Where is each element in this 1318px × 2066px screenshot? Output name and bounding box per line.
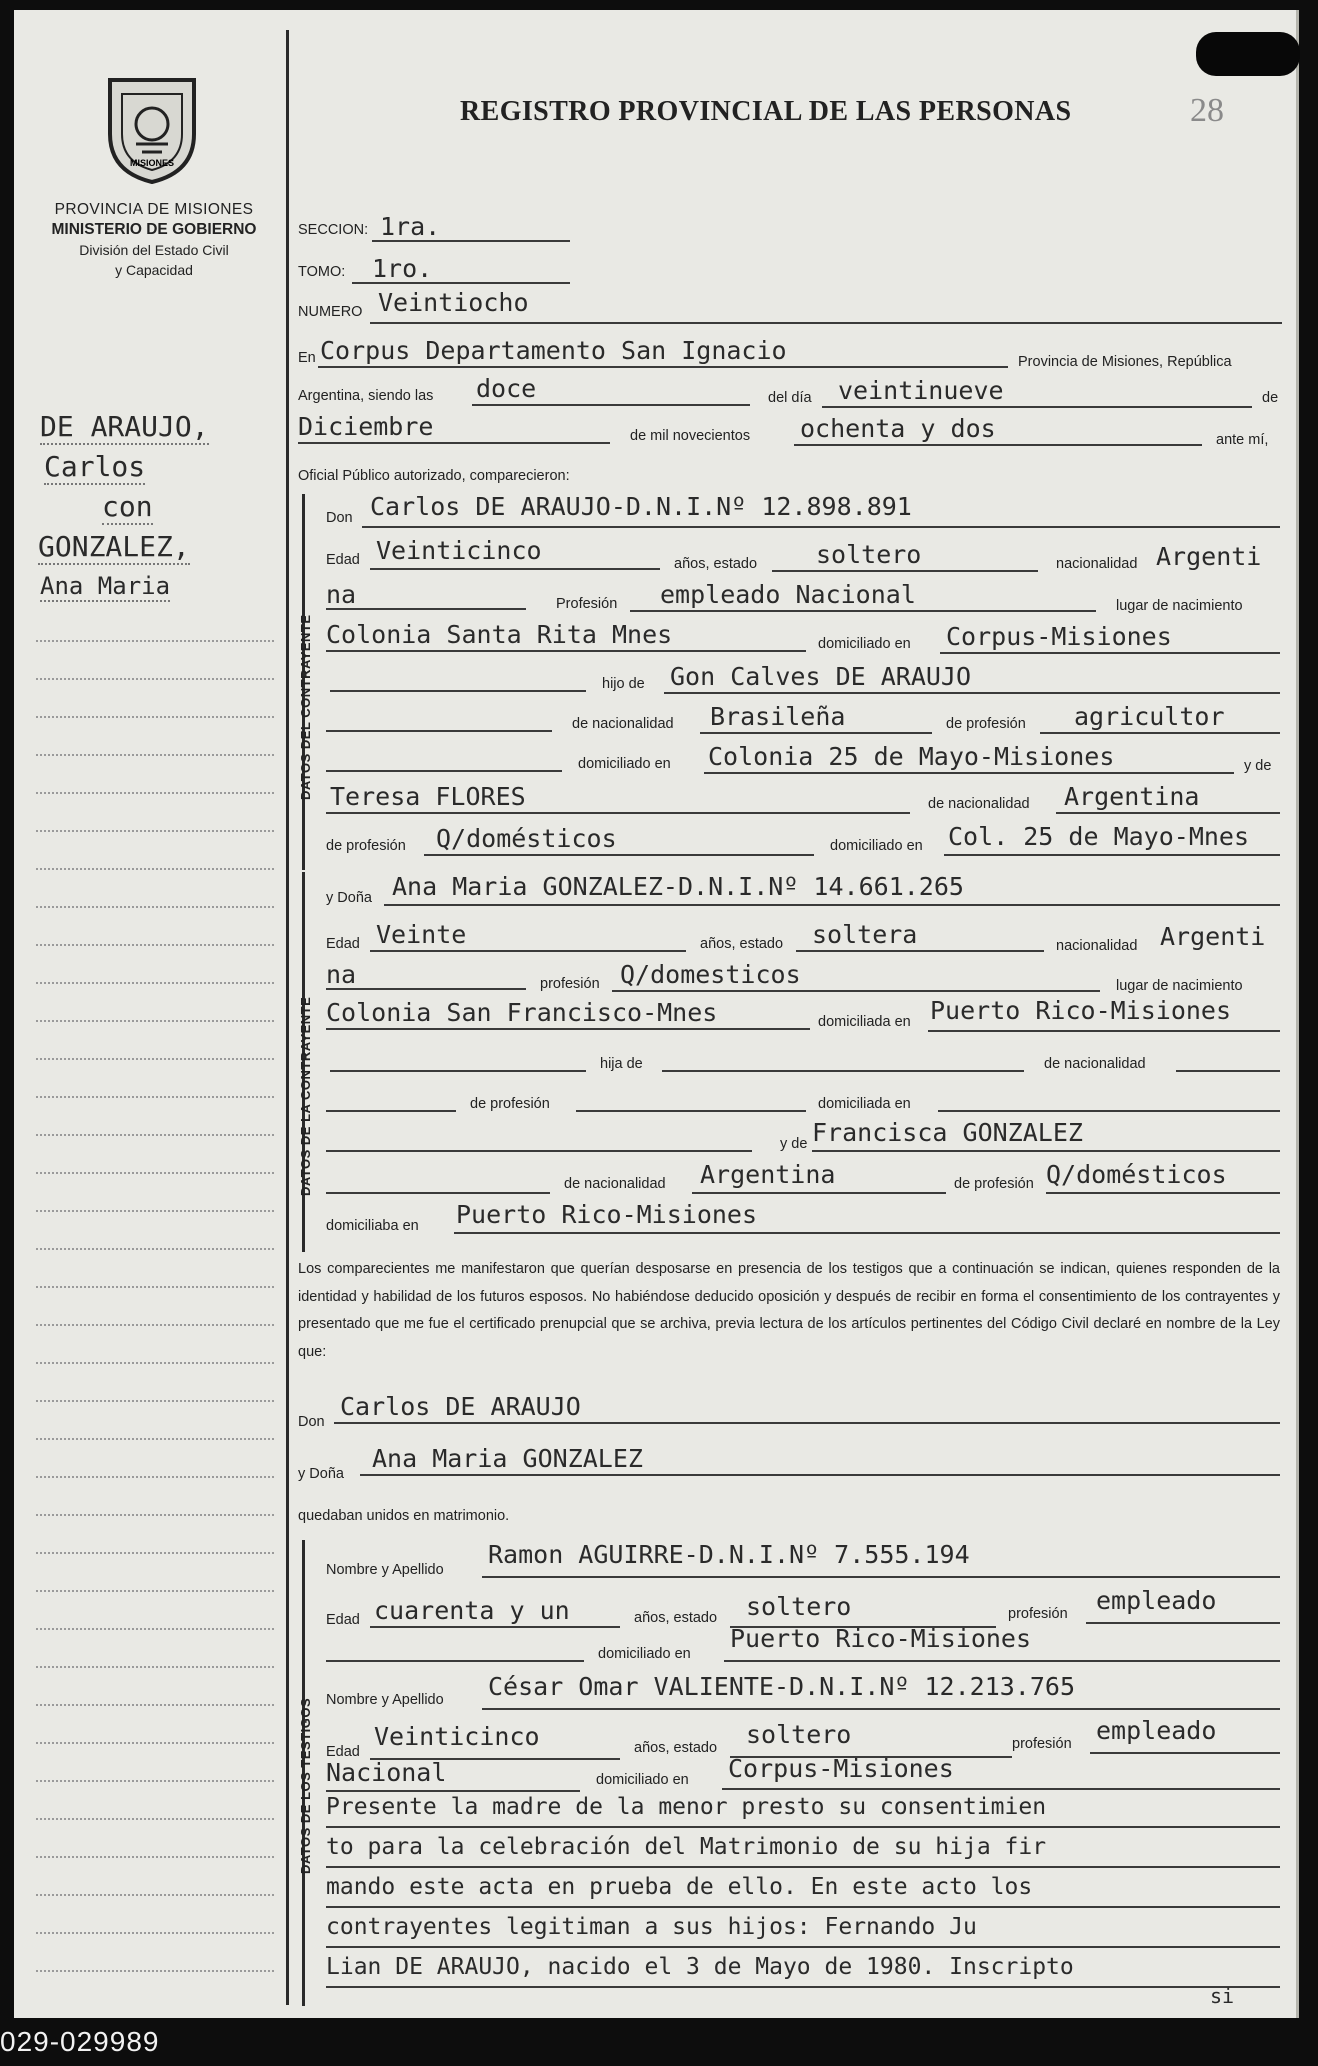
- mes-value: Diciembre: [298, 412, 434, 441]
- section-label-testigos: DATOS DE LOS TESTIGOS: [298, 1697, 313, 1874]
- declaration-dona: Ana Maria GONZALEZ: [372, 1444, 643, 1473]
- document-reference: 029-029989: [0, 2026, 160, 2057]
- handwritten-note-line: mando este acta en prueba de ello. En este acto los: [326, 1874, 1033, 1900]
- contrayente-nacionalidad-cont: na: [326, 580, 357, 609]
- testigo-nombre-label: Nombre y Apellido: [326, 1692, 444, 1708]
- madre-f-nacionalidad: Argentina: [700, 1160, 836, 1189]
- de-nacionalidad-label: de nacionalidad: [1044, 1056, 1146, 1072]
- field-line: [326, 1660, 584, 1662]
- madre-nacionalidad: Argentina: [1064, 782, 1200, 811]
- contrayente-f-lugar-nac: Colonia San Francisco-Mnes: [326, 998, 718, 1027]
- madre-dom-label: domiciliado en: [830, 838, 923, 854]
- field-line: [370, 568, 660, 570]
- field-line: [794, 444, 1202, 446]
- field-line: [612, 990, 1100, 992]
- margin-ruled-line: [36, 1476, 274, 1478]
- field-line: [928, 1030, 1280, 1032]
- testigo2-nombre: César Omar VALIENTE-D.N.I.Nº 12.213.765: [488, 1672, 1075, 1701]
- declaration-don-label: Don: [298, 1414, 325, 1430]
- margin-ruled-line: [36, 1742, 274, 1744]
- margin-ruled-line: [36, 1932, 274, 1934]
- testigo2-profesion: empleado: [1096, 1716, 1217, 1745]
- provincial-crest-icon: [98, 68, 206, 186]
- testigo-estado-label: años, estado: [634, 1610, 718, 1626]
- anio-label: de mil novecientos: [630, 428, 751, 444]
- madre-f-nombre: Francisca GONZALEZ: [812, 1118, 1083, 1147]
- field-line: [326, 1986, 1280, 1988]
- oficial-text: Oficial Público autorizado, comparecieron:: [298, 468, 570, 484]
- testigo2-edad: Veinticinco: [374, 1722, 540, 1751]
- declaration-paragraph: Los comparecientes me manifestaron que querían desposarse en presencia de los testigos que a continuación se indican, quienes responden de la identidad y habilidad de los futuros esposos. No habiéndose deducido oposición y después de recibir en forma el consentimiento de los contrayentes y presentado que me fue el certificado prenupcial que se archiva, previa lectura de los artículos pertinentes del Código Civil declaré en nombre de la Ley que:: [298, 1261, 1280, 1360]
- tomo-label: TOMO:: [298, 264, 346, 280]
- margin-divider: [286, 30, 289, 2005]
- field-line: [482, 1576, 1280, 1578]
- declaration-dona-label: y Doña: [298, 1466, 344, 1482]
- field-line: [326, 1150, 752, 1152]
- field-line: [326, 650, 806, 652]
- edad-label: Edad: [326, 936, 360, 952]
- field-line: [330, 690, 586, 692]
- margin-ruled-line: [36, 1058, 274, 1060]
- hija-de-label: hija de: [600, 1056, 643, 1072]
- madre-f-dom-label: domiciliaba en: [326, 1218, 419, 1234]
- margin-ruled-line: [36, 1400, 274, 1402]
- field-line: [796, 950, 1044, 952]
- document-title: REGISTRO PROVINCIAL DE LAS PERSONAS: [460, 96, 1072, 127]
- field-line: [326, 1192, 550, 1194]
- field-line: [326, 812, 910, 814]
- numero-label: NUMERO: [298, 304, 363, 320]
- seccion-value: 1ra.: [380, 212, 441, 241]
- testigo2-estado: soltero: [746, 1720, 852, 1749]
- field-line: [326, 770, 562, 772]
- numero-value: Veintiocho: [378, 288, 529, 317]
- argentina-text: Argentina, siendo las: [298, 388, 434, 404]
- field-line: [576, 1110, 806, 1112]
- field-line: [940, 652, 1280, 654]
- margin-ruled-line: [36, 1666, 274, 1668]
- madre-profesion: Q/domésticos: [436, 824, 617, 853]
- margin-ruled-line: [36, 982, 274, 984]
- field-line: [1176, 1070, 1280, 1072]
- margin-ruled-line: [36, 1020, 274, 1022]
- contrayente-nombre: Carlos DE ARAUJO-D.N.I.Nº 12.898.891: [370, 492, 912, 521]
- padre-nac-label: de nacionalidad: [572, 716, 674, 732]
- margin-ruled-line: [36, 1286, 274, 1288]
- field-line: [326, 1826, 1280, 1828]
- contrayente-f-nombre: Ana Maria GONZALEZ-D.N.I.Nº 14.661.265: [392, 872, 964, 901]
- margin-name-line: con: [102, 490, 153, 523]
- field-line: [722, 1788, 1280, 1790]
- ante-label: ante mí,: [1216, 432, 1269, 448]
- madre-f-prof-label: de profesión: [954, 1176, 1034, 1192]
- margin-ruled-line: [36, 1438, 274, 1440]
- margin-ruled-line: [36, 1628, 274, 1630]
- estado-label: años, estado: [674, 556, 758, 572]
- margin-ruled-line: [36, 1514, 274, 1516]
- testigo1-edad: cuarenta y un: [374, 1596, 570, 1625]
- field-line: [326, 1906, 1280, 1908]
- testigo-edad-label: Edad: [326, 1612, 360, 1628]
- madre-f-profesion: Q/domésticos: [1046, 1160, 1227, 1189]
- nacionalidad-label: nacionalidad: [1056, 938, 1138, 954]
- don-label: Don: [326, 510, 353, 526]
- margin-ruled-line: [36, 906, 274, 908]
- margin-ruled-line: [36, 944, 274, 946]
- contrayente-f-profesion: Q/domesticos: [620, 960, 801, 989]
- contrayente-f-nacionalidad: Argenti: [1160, 922, 1266, 951]
- margin-ruled-line: [36, 1096, 274, 1098]
- profesion-label: Profesión: [556, 596, 618, 612]
- contrayente-f-edad: Veinte: [376, 920, 467, 949]
- field-line: [944, 854, 1280, 856]
- margin-ruled-line: [36, 1856, 274, 1858]
- margin-ruled-line: [36, 1704, 274, 1706]
- margin-ruled-line: [36, 754, 274, 756]
- testigo-dom-label: domiciliado en: [596, 1772, 689, 1788]
- contrayente-profesion: empleado Nacional: [660, 580, 916, 609]
- contrayente-nacionalidad: Argenti: [1156, 542, 1262, 571]
- field-line: [424, 854, 814, 856]
- field-line: [384, 904, 1280, 906]
- field-line: [330, 1070, 586, 1072]
- field-line: [662, 1070, 1024, 1072]
- field-line: [326, 1946, 1280, 1948]
- testigo-dom-label: domiciliado en: [598, 1646, 691, 1662]
- margin-ruled-line: [36, 868, 274, 870]
- section-label-contrayente-f: DATOS DE LA CONTRAYENTE: [298, 996, 313, 1196]
- margin-ruled-line: [36, 830, 274, 832]
- testigo1-domicilio: Puerto Rico-Misiones: [730, 1624, 1032, 1653]
- hijo-de-label: hijo de: [602, 676, 645, 692]
- testigo2-domicilio: Corpus-Misiones: [728, 1754, 954, 1783]
- field-line: [822, 406, 1252, 408]
- handwritten-note-line: Presente la madre de la menor presto su consentimien: [326, 1794, 1047, 1820]
- field-line: [360, 1474, 1280, 1476]
- en-label: En: [298, 350, 316, 366]
- padre-nacionalidad: Brasileña: [710, 702, 846, 731]
- field-line: [1086, 1622, 1280, 1624]
- lugar-nacimiento-label: lugar de nacimiento: [1116, 978, 1243, 994]
- lugar-nacimiento-label: lugar de nacimiento: [1116, 598, 1243, 614]
- field-line: [326, 1790, 580, 1792]
- dia-label: del día: [768, 390, 812, 406]
- contrayente-lugar-nac: Colonia Santa Rita Mnes: [326, 620, 673, 649]
- declaration-don: Carlos DE ARAUJO: [340, 1392, 581, 1421]
- field-line: [704, 772, 1234, 774]
- margin-ruled-line: [36, 1248, 274, 1250]
- madre-f-domicilio: Puerto Rico-Misiones: [456, 1200, 758, 1229]
- field-line: [664, 692, 1280, 694]
- contrayente-f-nacionalidad-cont: na: [326, 960, 357, 989]
- handwritten-note-line: contrayentes legitiman a sus hijos: Fernando Ju: [326, 1914, 977, 1940]
- contrayente-edad: Veinticinco: [376, 536, 542, 565]
- section-label-contrayente: DATOS DEL CONTRAYENTE: [298, 614, 313, 800]
- margin-ruled-line: [36, 1780, 274, 1782]
- hora-value: doce: [476, 374, 537, 403]
- ministry-line: y Capacidad: [115, 262, 193, 278]
- madre-f-nac-label: de nacionalidad: [564, 1176, 666, 1192]
- madre-nombre: Teresa FLORES: [330, 782, 526, 811]
- margin-ruled-line: [36, 640, 274, 642]
- ministry-line: División del Estado Civil: [79, 242, 229, 258]
- margin-ruled-line: [36, 1590, 274, 1592]
- seccion-label: SECCION:: [298, 222, 369, 238]
- margin-ruled-line: [36, 1970, 274, 1972]
- anio-value: ochenta y dos: [800, 414, 996, 443]
- provincia-text: Provincia de Misiones, República: [1018, 354, 1232, 370]
- declaration-closing: quedaban unidos en matrimonio.: [298, 1508, 510, 1524]
- field-line: [692, 1192, 946, 1194]
- y-de-label: y de: [1244, 758, 1272, 774]
- field-line: [482, 1708, 1280, 1710]
- testigo-prof-label: profesión: [1008, 1606, 1068, 1622]
- testigo-edad-label: Edad: [326, 1744, 360, 1760]
- lugar-value: Corpus Departamento San Ignacio: [320, 336, 787, 365]
- testigo1-nombre: Ramon AGUIRRE-D.N.I.Nº 7.555.194: [488, 1540, 970, 1569]
- field-line: [1040, 732, 1280, 734]
- domiciliada-label: domiciliada en: [818, 1014, 911, 1030]
- margin-ruled-line: [36, 1894, 274, 1896]
- domiciliada-en-label: domiciliada en: [818, 1096, 911, 1112]
- domiciliado-label: domiciliado en: [818, 636, 911, 652]
- field-line: [772, 570, 1038, 572]
- field-line: [326, 1028, 810, 1030]
- contrayente-estado: soltero: [816, 540, 922, 569]
- padre-domicilio: Colonia 25 de Mayo-Misiones: [708, 742, 1115, 771]
- testigo-prof-label: profesión: [1012, 1736, 1072, 1752]
- field-line: [454, 1232, 1280, 1234]
- padre-nombre: Gon Calves DE ARAUJO: [670, 662, 972, 691]
- y-de-label: y de: [780, 1136, 808, 1152]
- margin-ruled-line: [36, 716, 274, 718]
- padre-prof-label: de profesión: [946, 716, 1026, 732]
- profesion-label: profesión: [540, 976, 600, 992]
- testigo1-estado: soltero: [746, 1592, 852, 1621]
- handwritten-note-line: to para la celebración del Matrimonio de su hija fir: [326, 1834, 1047, 1860]
- field-line: [370, 1626, 620, 1628]
- field-line: [700, 732, 932, 734]
- margin-ruled-line: [36, 1324, 274, 1326]
- field-line: [724, 1660, 1280, 1662]
- dona-label: y Doña: [326, 890, 372, 906]
- contrayente-domicilio: Corpus-Misiones: [946, 622, 1172, 651]
- field-line: [334, 1422, 1280, 1424]
- estado-label: años, estado: [700, 936, 784, 952]
- testigo1-profesion: empleado: [1096, 1586, 1217, 1615]
- margin-name-line: Carlos: [44, 450, 146, 483]
- madre-domicilio: Col. 25 de Mayo-Mnes: [948, 822, 1250, 851]
- nacionalidad-label: nacionalidad: [1056, 556, 1138, 572]
- madre-prof-label: de profesión: [326, 838, 406, 854]
- redaction-mark: [1196, 32, 1300, 76]
- field-line: [318, 366, 1008, 368]
- margin-ruled-line: [36, 1818, 274, 1820]
- ministry-line: MINISTERIO DE GOBIERNO: [51, 221, 257, 238]
- field-line: [938, 1110, 1280, 1112]
- margin-ruled-line: [36, 792, 274, 794]
- field-line: [1090, 1752, 1280, 1754]
- field-line: [298, 442, 610, 444]
- edad-label: Edad: [326, 552, 360, 568]
- margin-name-line: Ana Maria: [40, 572, 171, 600]
- margin-ruled-line: [36, 1210, 274, 1212]
- field-line: [370, 950, 686, 952]
- dia-value: veintinueve: [838, 376, 1004, 405]
- field-line: [630, 610, 1096, 612]
- field-line: [370, 322, 1282, 324]
- field-line: [812, 1150, 1280, 1152]
- de-label: de: [1262, 390, 1279, 406]
- de-profesion-label: de profesión: [470, 1096, 550, 1112]
- madre-nac-label: de nacionalidad: [928, 796, 1030, 812]
- margin-name-line: GONZALEZ,: [38, 530, 190, 563]
- margin-ruled-line: [36, 1362, 274, 1364]
- testigo-nombre-label: Nombre y Apellido: [326, 1562, 444, 1578]
- ministry-block: [30, 200, 278, 280]
- field-line: [326, 730, 552, 732]
- testigo2-profesion-cont: Nacional: [326, 1758, 447, 1787]
- margin-ruled-line: [36, 678, 274, 680]
- testigo-estado-label: años, estado: [634, 1740, 718, 1756]
- contrayente-f-domicilio: Puerto Rico-Misiones: [930, 996, 1232, 1025]
- field-line: [472, 404, 750, 406]
- padre-dom-label: domiciliado en: [578, 756, 671, 772]
- field-line: [326, 1866, 1280, 1868]
- field-line: [1046, 1192, 1280, 1194]
- margin-ruled-line: [36, 1134, 274, 1136]
- page-number: 28: [1190, 92, 1224, 129]
- tomo-value: 1ro.: [372, 254, 433, 283]
- margin-name-line: DE ARAUJO,: [40, 410, 209, 443]
- field-line: [326, 1110, 456, 1112]
- padre-profesion: agricultor: [1074, 702, 1225, 731]
- handwritten-note-line: Lian DE ARAUJO, nacido el 3 de Mayo de 1980. Inscripto: [326, 1954, 1074, 1980]
- margin-ruled-line: [36, 1172, 274, 1174]
- field-line: [1056, 812, 1280, 814]
- handwritten-note-tail: si: [1210, 1984, 1235, 2008]
- ministry-line: PROVINCIA DE MISIONES: [54, 201, 254, 218]
- crest-text: MISIONES: [129, 158, 175, 168]
- field-line: [362, 526, 1280, 528]
- contrayente-f-estado: soltera: [812, 920, 918, 949]
- margin-ruled-line: [36, 1552, 274, 1554]
